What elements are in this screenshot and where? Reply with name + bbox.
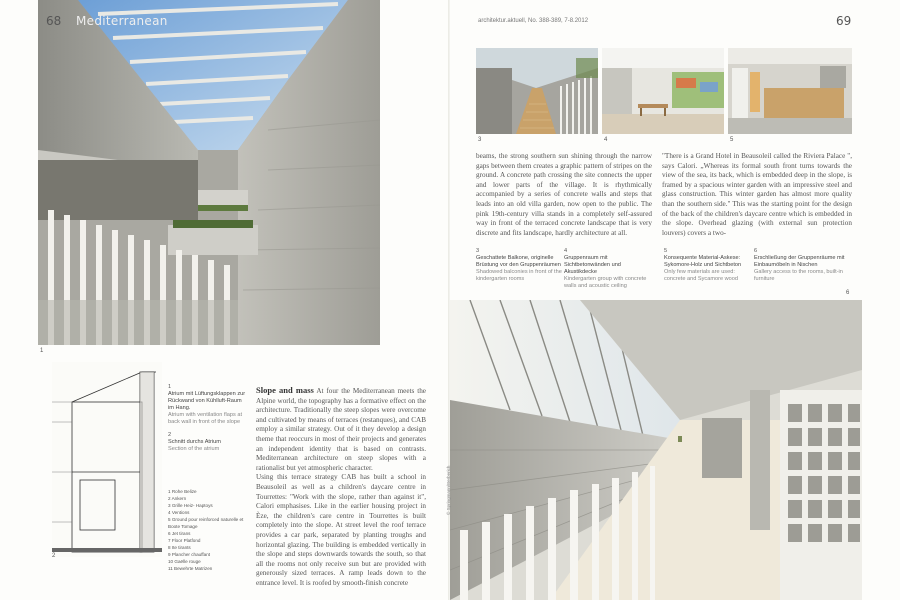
materials-photo (728, 48, 852, 134)
caption-german: Erschließung der Gruppenräume mit Einbaumöbeln in Nischen (754, 255, 845, 268)
photo3-number: 3 (478, 137, 482, 143)
caption-6 (754, 248, 852, 283)
right-page (446, 0, 900, 600)
caption-number: 6 (754, 248, 758, 254)
caption-german: Schnitt durchs Atrium (168, 439, 221, 445)
caption-5 (664, 248, 750, 283)
atrium-photo-illustration (38, 0, 380, 345)
caption-english: Only few materials are used: concrete and Sycamore wood (664, 269, 739, 282)
legend-item: 9 Plancher chauffant (168, 552, 211, 557)
legend-item: 3 Grille Heiz- Haptoys (168, 503, 213, 508)
section-title: Mediterranean (76, 14, 168, 28)
legend-item: 2 Ankern (168, 496, 187, 501)
article-paragraph: Using this terrace strategy CAB has built a school in Beausoleil as well as a children's daycare centre in Tourrettes: "Work with the slope, rather than against it", Calori emphasises. Like in the earlier housing project in Èze, the children's care centre in Tourrettes is built completely into the slope. At street level the roof terrace provides a car park, separated by planting troughs and horizontal glazing. The building is embedded vertically in the slope and steps downwards towards the south, so that all the rooms not only receive sun but are provided with generously sized terraces. A ramp leads down to the entrance level. It is roofed by smooth-finish concrete (256, 473, 426, 587)
atrium-photo (38, 0, 380, 345)
caption-number: 1 (168, 384, 172, 390)
legend-item: 8 Ite tirants (168, 545, 191, 550)
legend-item: 4 Ventions (168, 510, 190, 515)
legend-item: 11 Bewehrte Matrizen (168, 566, 213, 571)
caption-number: 3 (476, 248, 480, 254)
page-number-left: 68 (46, 14, 62, 28)
balcony-photo-illustration (476, 48, 598, 134)
caption-number: 5 (664, 248, 668, 254)
caption-german: Atrium mit Lüftungsklappen zur Rückwand von Kühlluft-Raum im Hang. (168, 391, 246, 411)
legend-item: 10 Gaëlle rouge (168, 559, 201, 564)
article-paragraph: At four the Mediterranean meets the Alpine world, the topography has a formative effect on the architecture. Traditionally the steep slopes were overcome and cultivated by means of terraces (restanques), and CAB employ a similar strategy. Out of it they develop a design theme that reoccurs in most of their projects and generates an independent identity that is based on contrasts. Mediterranean architecture on steep slopes with a rationalist but yet atmospheric character. (256, 387, 426, 472)
balcony-photo (476, 48, 598, 134)
photo5-number: 5 (730, 137, 734, 143)
article-right-column-2: "There is a Grand Hotel in Beausoleil called the Riviera Palace ", says Calori. „Whereas its formal south front turns towards the view of the sea, its back, which is embedded deep in the slope, is framed by a spacious winter garden with an impressive steel and glass construction. This winter garden has almost more quality than the southern side." This was the starting point for the design of the back of the children's daycare centre which is embedded in the slope. Overhead glazing (with external sun protection louvers) covers a two- (662, 152, 852, 237)
materials-photo-illustration (728, 48, 852, 134)
corridor-photo (450, 300, 862, 600)
caption-english: Gallery access to the rooms, built-in furniture (754, 269, 843, 282)
section-drawing-illustration (52, 362, 162, 557)
group-room-photo (602, 48, 724, 134)
caption-english: Shadowed balconies in front of the kindergarten rooms (476, 269, 562, 282)
caption-german: Gruppenraum mit Sichtbetonwänden und Akustikdecke (564, 255, 621, 275)
caption-english: Section of the atrium (168, 446, 220, 452)
caption-4 (564, 248, 650, 290)
caption-german: Geschattete Balkone, originelle Brüstung vor den Gruppenräumen (476, 255, 561, 268)
article-right-column-1: beams, the strong southern sun shining through the narrow gaps between them creates a graphic pattern of stripes on the ground. A concrete path crossing the site connects the upper and lower parts of the village. It is rhythmically accompanied by a series of concrete walls and steps that leads into an old villa garden, now open to the public. The pink 19th-century villa stands in a completely self-assured way in front of the terraced concrete landscape that is very discrete and fits landscape, hardly architecture at all. (476, 152, 652, 237)
photo6-number: 6 (846, 290, 850, 296)
photo4-number: 4 (604, 137, 608, 143)
caption-english: Atrium with ventilation flaps at back wall in front of the slope (168, 412, 242, 425)
caption-2 (168, 432, 248, 453)
caption-english: Kindergarten group with concrete walls and acoustic ceiling (564, 276, 647, 289)
caption-1 (168, 384, 248, 426)
caption-3 (476, 248, 562, 283)
section-legend (168, 488, 248, 572)
figure2-number: 2 (52, 553, 56, 559)
corridor-photo-illustration (450, 300, 862, 600)
photo-credit: © Springmann/Berberich (446, 465, 451, 515)
legend-item: 1 Rohe Belize (168, 489, 197, 494)
page-number-right: 69 (836, 14, 852, 28)
figure1-number: 1 (40, 348, 44, 354)
group-room-photo-illustration (602, 48, 724, 134)
caption-number: 2 (168, 432, 172, 438)
caption-number: 4 (564, 248, 568, 254)
legend-item: 5 Ground pour reinforced naturelle et Boote Tomage (168, 517, 244, 529)
caption-german: Konsequente Material-Askese: Sykomore-Holz und Sichtbeton (664, 255, 742, 268)
legend-item: 6 Jet tirans (168, 531, 191, 536)
section-drawing (52, 362, 162, 557)
article-heading: Slope and mass (256, 385, 314, 395)
running-head: architektur.aktuell, No. 388-389, 7-8.2012 (478, 18, 589, 24)
article-left-column (256, 386, 426, 588)
legend-item: 7 Floor Platfond (168, 538, 201, 543)
